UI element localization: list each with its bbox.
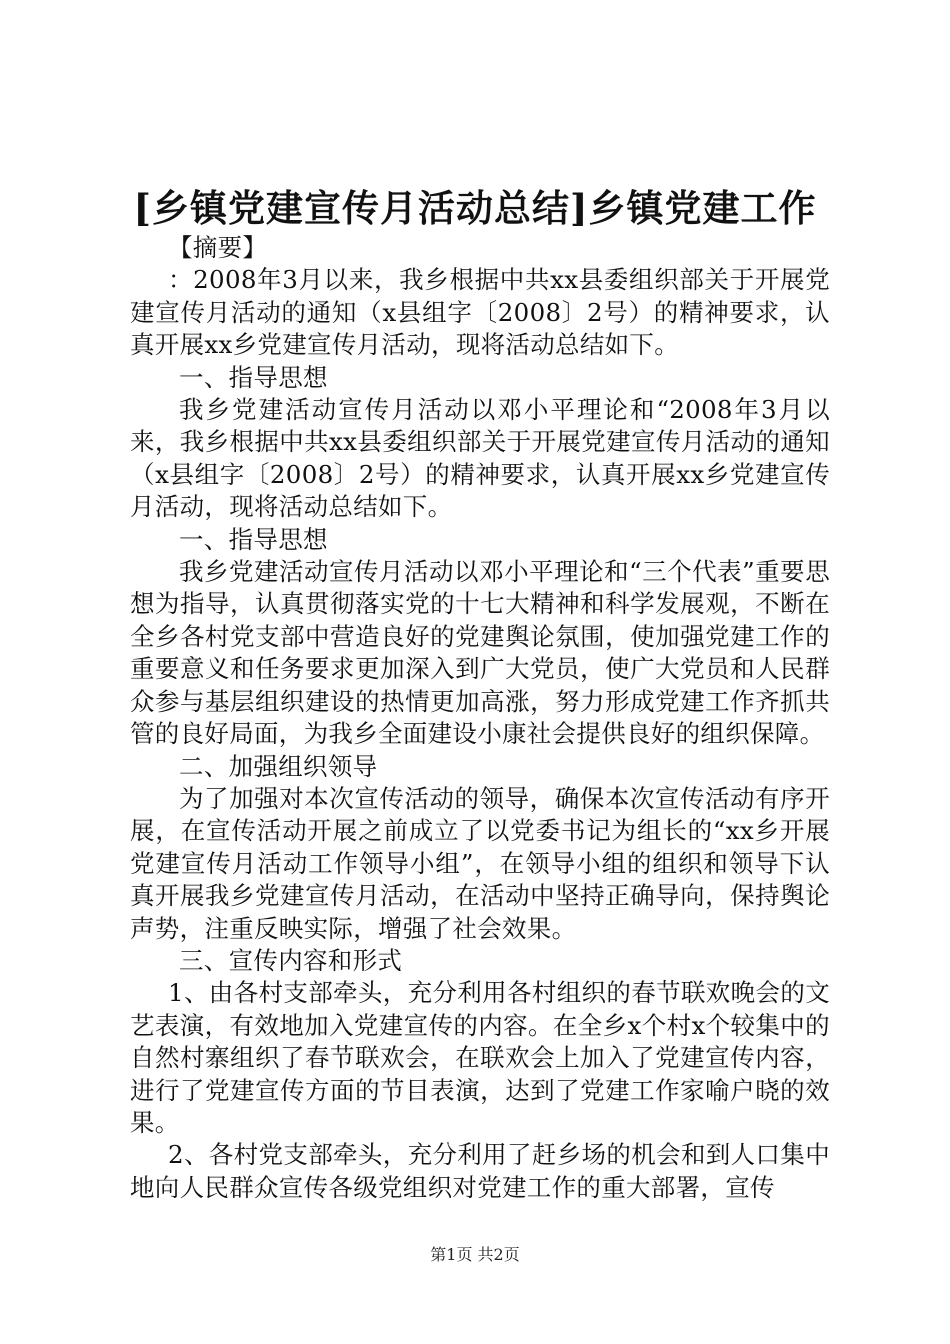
paragraph-guiding-2: 我乡党建活动宣传月活动以邓小平理论和“三个代表”重要思想为指导，认真贯彻落实党的十七大精神和科学发展观，不断在全乡各村党支部中营造良好的党建舆论氛围，使加强党建工作的重要意义和任务要求更加深入到广大党员，使广大党员和人民群众参与基层组织建设的热情更加高涨，努力形成党建工作齐抓共管的良好局面，为我乡全面建设小康社会提供良好的组织保障。: [130, 557, 830, 749]
paragraph-leadership: 为了加强对本次宣传活动的领导，确保本次宣传活动有序开展，在宣传活动开展之前成立了以党委书记为组长的“xx乡开展党建宣传月活动工作领导小组”，在领导小组的组织和领导下认真开展我乡党建宣传月活动，在活动中坚持正确导向，保持舆论声势，注重反映实际，增强了社会效果。: [130, 783, 831, 943]
abstract-label: 【摘要】: [168, 233, 268, 262]
paragraph-guiding-1: 我乡党建活动宣传月活动以邓小平理论和“2008年3月以来，我乡根据中共xx县委组织部关于开展党建宣传月活动的通知（x县组字〔2008〕2号）的精神要求，认真开展xx乡党建宣传月活动，现将活动总结如下。: [130, 395, 830, 522]
page-footer: 第1页 共2页: [430, 1245, 520, 1264]
section-heading-guiding-2: 一、指导思想: [179, 524, 328, 554]
section-heading-guiding-1: 一、指导思想: [179, 362, 328, 392]
section-heading-content: 三、宣传内容和形式: [179, 945, 403, 975]
document-body: [130, 232, 830, 1204]
section-heading-leadership: 二、加强组织领导: [179, 751, 378, 781]
paragraph-intro: ：2008年3月以来，我乡根据中共xx县委组织部关于开展党建宣传月活动的通知（x县组字〔2008〕2号）的精神要求，认真开展xx乡党建宣传月活动，现将活动总结如下。: [130, 265, 830, 360]
paragraph-item-1: 1、由各村支部牵头，充分利用各村组织的春节联欢晚会的文艺表演，有效地加入党建宣传的内容。在全乡x个村x个较集中的自然村寨组织了春节联欢会，在联欢会上加入了党建宣传内容，进行了党建宣传方面的节目表演，达到了党建工作家喻户晓的效果。: [130, 978, 830, 1137]
document-title: [乡镇党建宣传月活动总结]乡镇党建工作: [133, 186, 817, 230]
paragraph-item-2: 2、各村党支部牵头，充分利用了赶乡场的机会和到人口集中地向人民群众宣传各级党组织对党建工作的重大部署，宣传: [130, 1140, 830, 1202]
